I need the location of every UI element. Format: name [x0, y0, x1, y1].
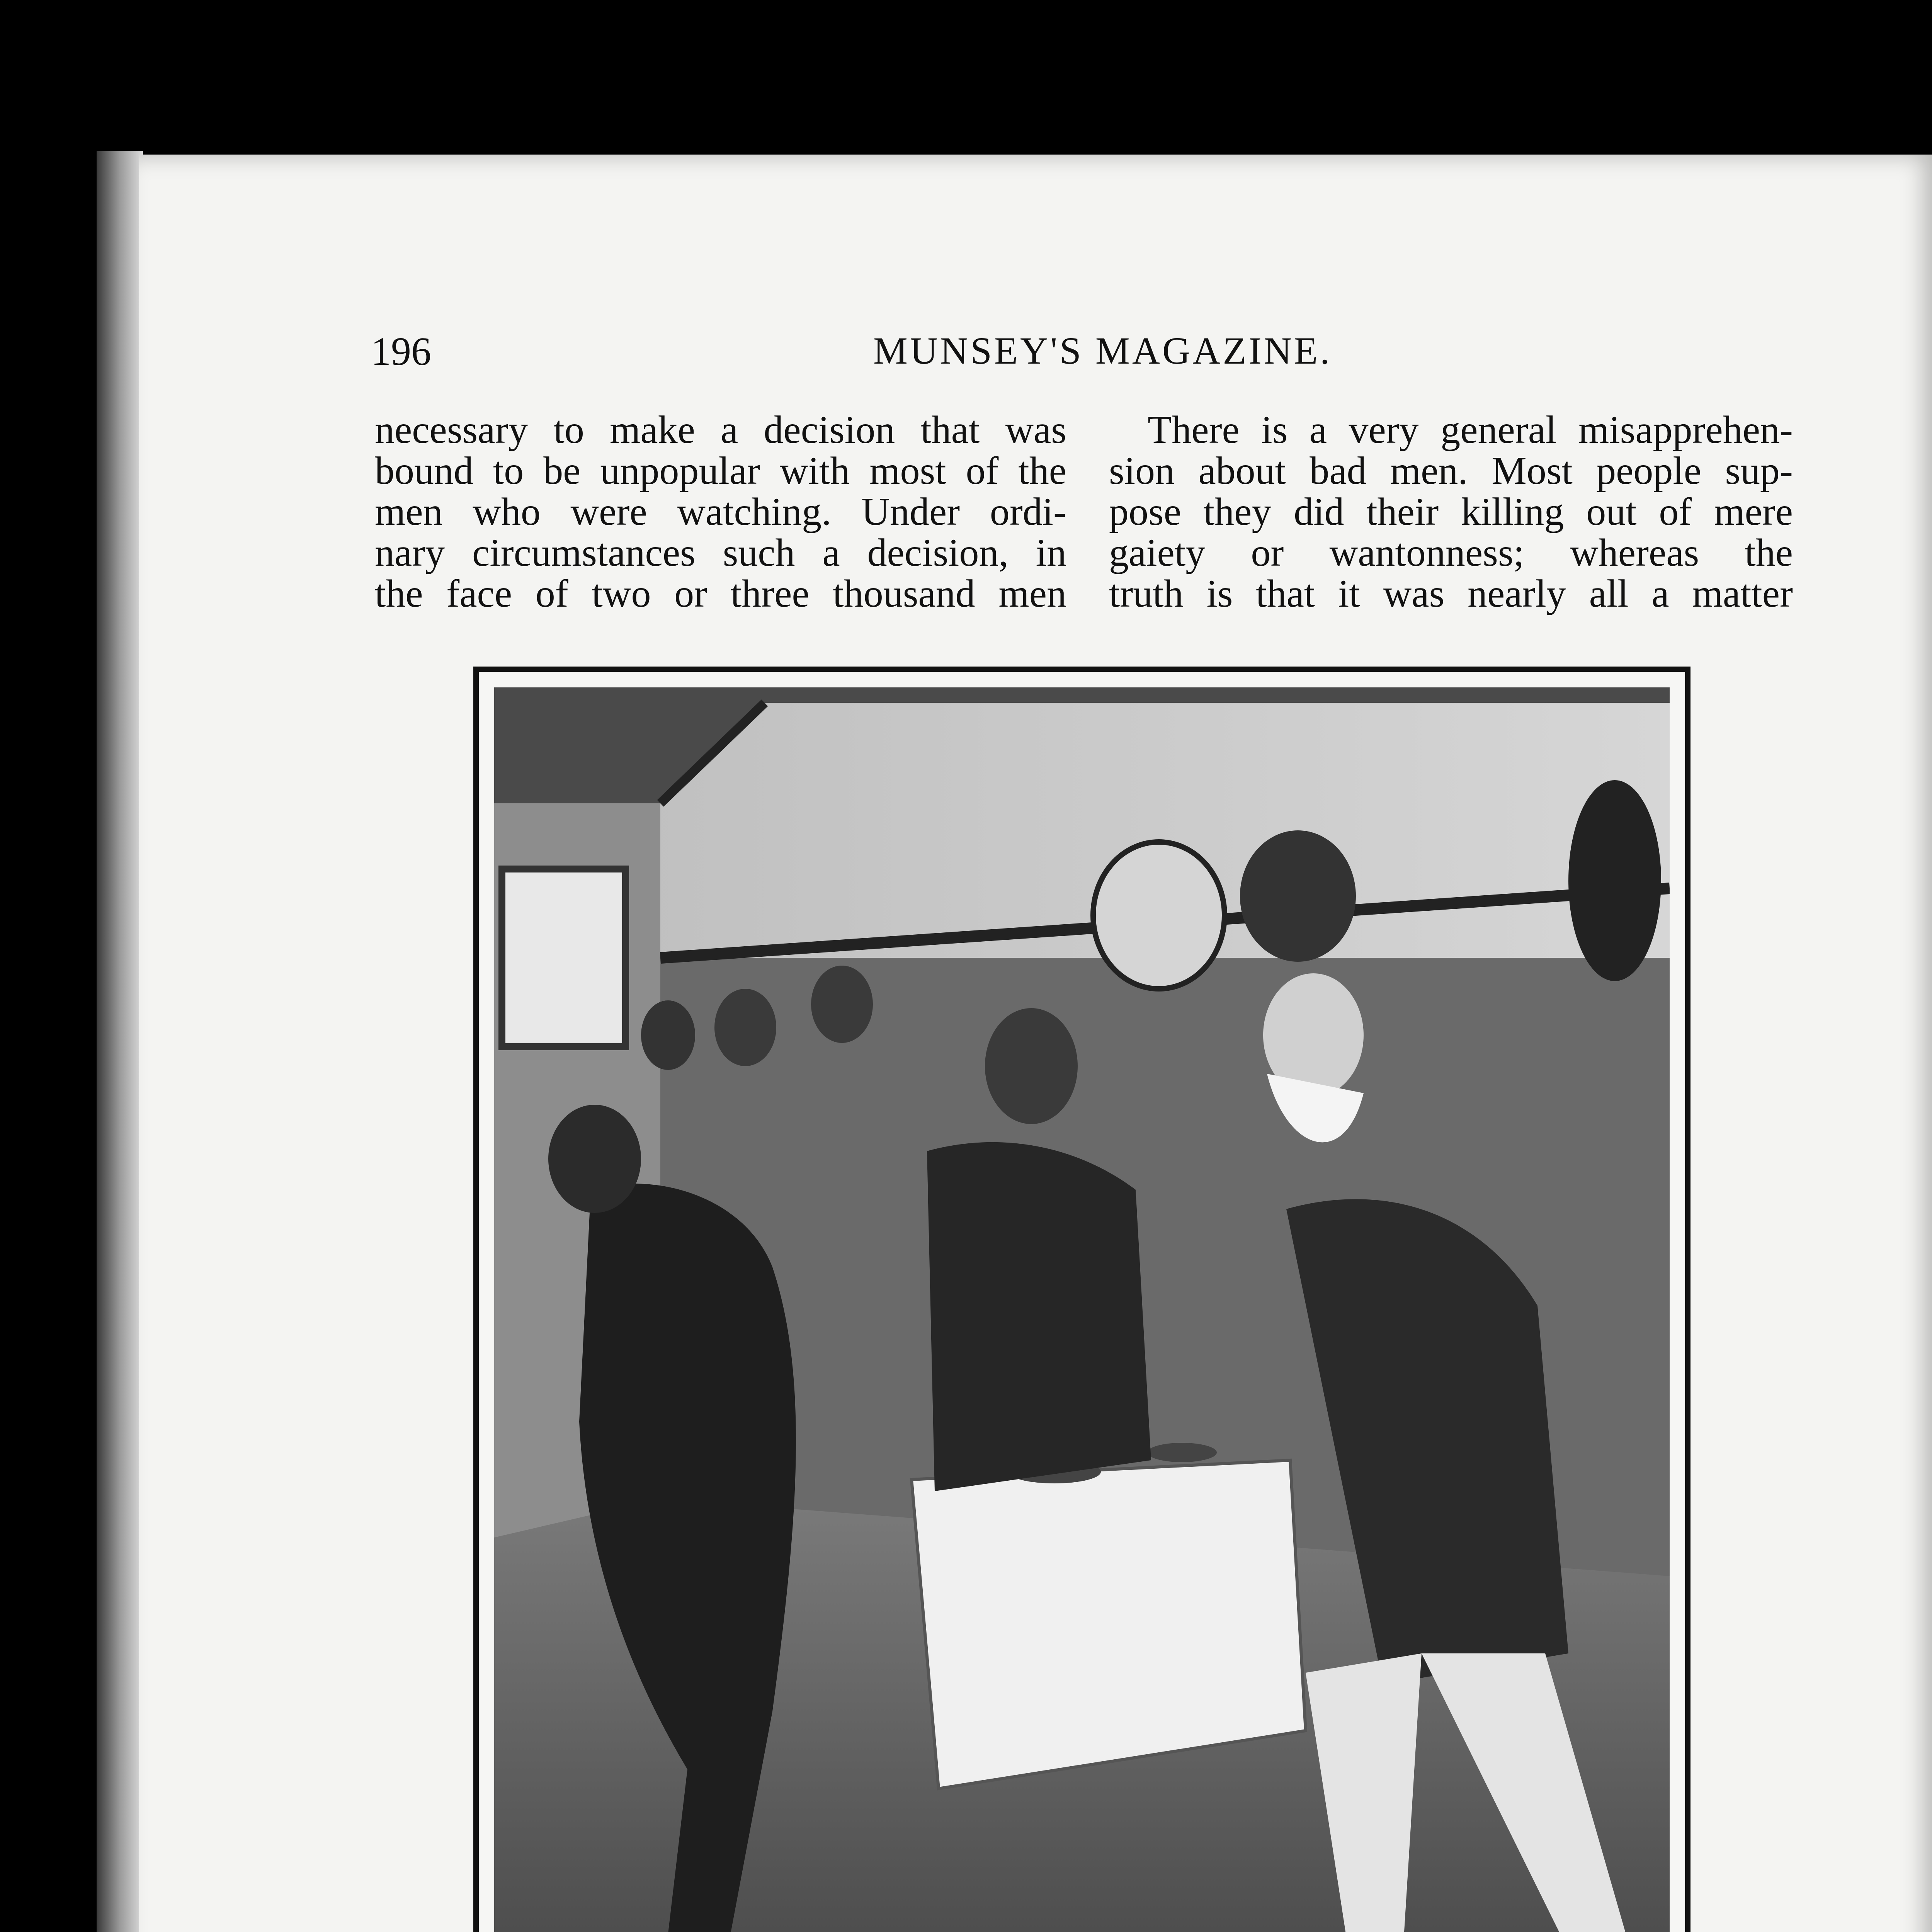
- running-head: [371, 328, 1723, 379]
- text-line: gaiety or wantonness; whereas the: [1109, 531, 1793, 575]
- text-line: truth is that it was nearly all a matter: [1109, 572, 1793, 616]
- text-column-top-right: [1109, 410, 1793, 614]
- page-edge-shadow: [97, 151, 143, 1932]
- text-line: nary circumstances such a decision, in: [375, 531, 1066, 575]
- illustration-frame: [473, 667, 1690, 1932]
- text-line: the face of two or three thousand men: [375, 572, 1066, 616]
- text-line: bound to be unpopular with most of the: [375, 449, 1066, 493]
- text-line: necessary to make a decision that was: [375, 408, 1066, 452]
- text-line: sion about bad men. Most people sup-: [1109, 449, 1793, 493]
- text-column-top-left: [375, 410, 1066, 614]
- page-number: 196: [371, 329, 431, 374]
- text-line: men who were watching. Under ordi-: [375, 490, 1066, 534]
- magazine-title: MUNSEY'S MAGAZINE.: [873, 329, 1332, 372]
- text-line: pose they did their killing out of mere: [1109, 490, 1793, 534]
- text-line: There is a very general misapprehen-: [1148, 408, 1793, 452]
- saloon-shooting-illustration: [494, 687, 1670, 1932]
